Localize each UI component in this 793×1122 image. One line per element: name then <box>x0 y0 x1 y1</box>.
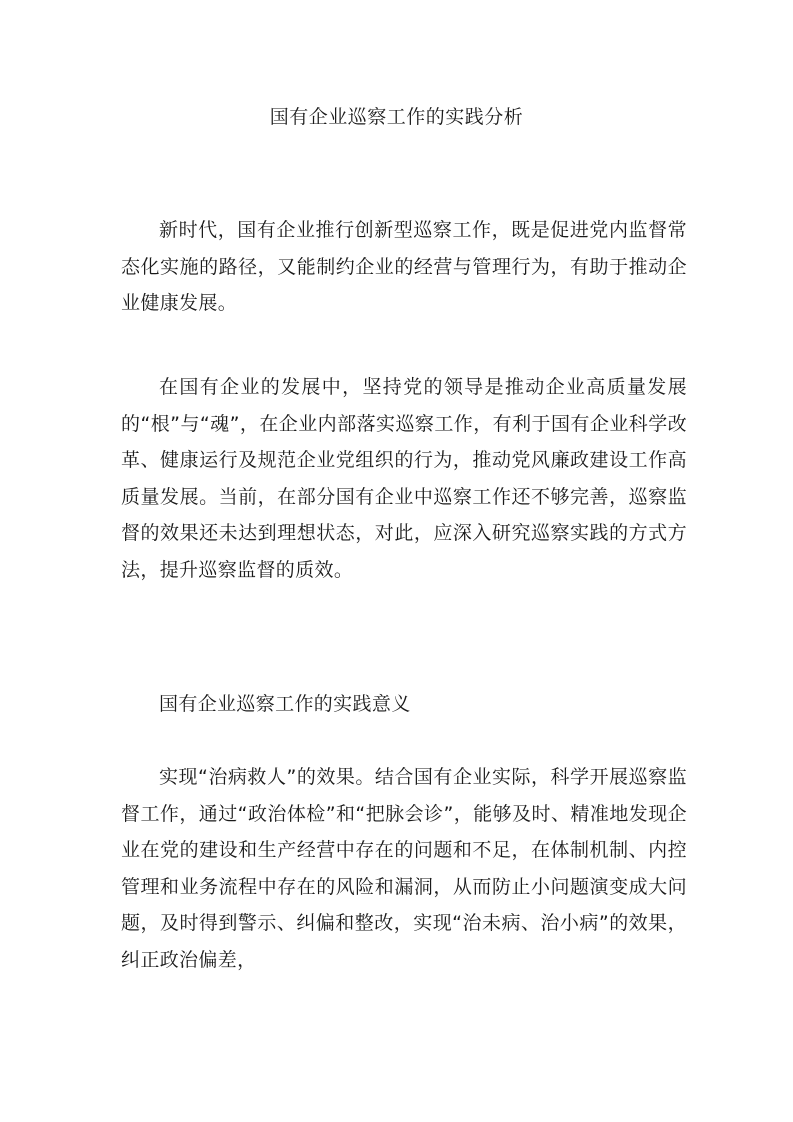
paragraph-background: 在国有企业的发展中，坚持党的领导是推动企业高质量发展的“根”与“魂”，在企业内部落实巡察工作，有利于国有企业科学改革、健康运行及规范企业党组织的行为，推动党风廉政建设工作高质量发展。当前，在部分国有企业中巡察工作还不够完善，巡察监督的效果还未达到理想状态，对此，应深入研究巡察实践的方式方法，提升巡察监督的质效。 <box>121 376 687 581</box>
document-title: 国有企业巡察工作的实践分析 <box>269 106 524 128</box>
paragraph-significance: 实现“治病救人”的效果。结合国有企业实际，科学开展巡察监督工作，通过“政治体检”和“把脉会诊”，能够及时、精准地发现企业在党的建设和生产经营中存在的问题和不足，在体制机制、内控管理和业务流程中存在的风险和漏洞，从而防止小问题演变成大问题，及时得到警示、纠偏和整改，实现“治未病、治小病”的效果，纠正政治偏差， <box>121 766 687 971</box>
section-heading: 国有企业巡察工作的实践意义 <box>159 693 411 715</box>
paragraph-intro: 新时代，国有企业推行创新型巡察工作，既是促进党内监督常态化实施的路径，又能制约企业的经营与管理行为，有助于推动企业健康发展。 <box>121 219 687 315</box>
